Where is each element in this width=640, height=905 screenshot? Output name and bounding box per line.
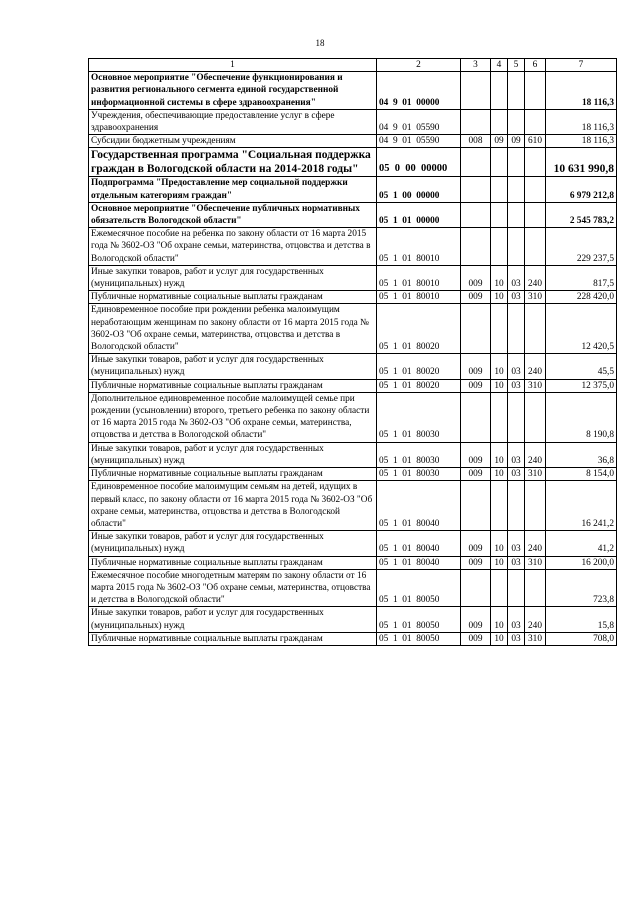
ministry-code-cell: [461, 304, 491, 354]
section-code-cell: 09: [491, 135, 508, 148]
expense-type-cell: [525, 202, 546, 227]
expense-type-cell: [525, 148, 546, 177]
ministry-code-cell: [461, 392, 491, 442]
section-code-cell: 10: [491, 607, 508, 632]
section-code-cell: 10: [491, 531, 508, 556]
subsection-code-cell: [508, 228, 525, 266]
subsection-code-cell: [508, 202, 525, 227]
target-code-cell: 05 1 01 80020: [377, 354, 461, 379]
row-name-cell: Публичные нормативные социальные выплаты гражданам: [89, 556, 377, 569]
expense-type-cell: 240: [525, 265, 546, 290]
subsection-code-cell: 03: [508, 632, 525, 645]
table-row: [89, 148, 617, 177]
expense-type-cell: [525, 72, 546, 110]
amount-cell: 18 116,3: [546, 72, 617, 110]
subsection-code-cell: [508, 148, 525, 177]
column-header: 1: [89, 59, 377, 72]
expense-type-cell: [525, 569, 546, 607]
subsection-code-cell: 09: [508, 135, 525, 148]
target-code-cell: 05 1 01 80040: [377, 556, 461, 569]
ministry-code-cell: 009: [461, 291, 491, 304]
column-header: 4: [491, 59, 508, 72]
target-code-cell: 05 1 01 80020: [377, 304, 461, 354]
target-code-cell: 05 1 01 80050: [377, 607, 461, 632]
amount-cell: 41,2: [546, 531, 617, 556]
section-code-cell: [491, 392, 508, 442]
amount-cell: 18 116,3: [546, 135, 617, 148]
section-code-cell: [491, 304, 508, 354]
section-code-cell: 10: [491, 468, 508, 481]
subsection-code-cell: [508, 392, 525, 442]
section-code-cell: 10: [491, 556, 508, 569]
subsection-code-cell: 03: [508, 468, 525, 481]
expense-type-cell: 310: [525, 291, 546, 304]
ministry-code-cell: 009: [461, 442, 491, 467]
table-row: [89, 135, 617, 148]
amount-cell: 15,8: [546, 607, 617, 632]
row-name-cell: Государственная программа "Социальная поддержка граждан в Вологодской области на 2014-2018 годы": [89, 148, 377, 177]
subsection-code-cell: 03: [508, 265, 525, 290]
amount-cell: 723,8: [546, 569, 617, 607]
row-name-cell: Иные закупки товаров, работ и услуг для государственных (муниципальных) нужд: [89, 531, 377, 556]
ministry-code-cell: [461, 569, 491, 607]
expense-type-cell: [525, 481, 546, 531]
subsection-code-cell: [508, 109, 525, 134]
amount-cell: 8 154,0: [546, 468, 617, 481]
expense-type-cell: 240: [525, 531, 546, 556]
header-row: [89, 59, 617, 72]
table-row: [89, 531, 617, 556]
section-code-cell: [491, 202, 508, 227]
table-row: [89, 442, 617, 467]
table-row: [89, 481, 617, 531]
row-name-cell: Основное мероприятие "Обеспечение функционирования и развития регионального сегмента единой государственной информационной системы в сфере здравоохранения": [89, 72, 377, 110]
subsection-code-cell: [508, 481, 525, 531]
table-row: [89, 109, 617, 134]
table-row: [89, 265, 617, 290]
ministry-code-cell: [461, 481, 491, 531]
section-code-cell: 10: [491, 354, 508, 379]
table-row: [89, 291, 617, 304]
amount-cell: 18 116,3: [546, 109, 617, 134]
target-code-cell: 05 1 01 80010: [377, 228, 461, 266]
subsection-code-cell: 03: [508, 354, 525, 379]
row-name-cell: Публичные нормативные социальные выплаты гражданам: [89, 468, 377, 481]
row-name-cell: Иные закупки товаров, работ и услуг для государственных (муниципальных) нужд: [89, 265, 377, 290]
column-header: 7: [546, 59, 617, 72]
page-number: 18: [315, 38, 325, 48]
amount-cell: 45,5: [546, 354, 617, 379]
ministry-code-cell: [461, 109, 491, 134]
section-code-cell: [491, 228, 508, 266]
expense-type-cell: 240: [525, 354, 546, 379]
ministry-code-cell: 009: [461, 632, 491, 645]
section-code-cell: 10: [491, 632, 508, 645]
subsection-code-cell: 03: [508, 379, 525, 392]
ministry-code-cell: [461, 148, 491, 177]
amount-cell: 12 420,5: [546, 304, 617, 354]
table-row: [89, 72, 617, 110]
target-code-cell: 05 1 01 80030: [377, 392, 461, 442]
table-row: [89, 177, 617, 202]
amount-cell: 6 979 212,8: [546, 177, 617, 202]
section-code-cell: [491, 148, 508, 177]
target-code-cell: 05 1 01 80010: [377, 291, 461, 304]
row-name-cell: Иные закупки товаров, работ и услуг для государственных (муниципальных) нужд: [89, 607, 377, 632]
amount-cell: 708,0: [546, 632, 617, 645]
subsection-code-cell: 03: [508, 607, 525, 632]
section-code-cell: 10: [491, 442, 508, 467]
table-row: [89, 228, 617, 266]
section-code-cell: 10: [491, 379, 508, 392]
row-name-cell: Публичные нормативные социальные выплаты гражданам: [89, 379, 377, 392]
ministry-code-cell: [461, 228, 491, 266]
section-code-cell: [491, 569, 508, 607]
table-row: [89, 607, 617, 632]
amount-cell: 36,8: [546, 442, 617, 467]
subsection-code-cell: 03: [508, 291, 525, 304]
row-name-cell: Дополнительное единовременное пособие малоимущей семье при рождении (усыновлении) второго, третьего ребенка по закону области от 16 марта 2015 года № 3602-ОЗ "Об охране семьи, материнства, отцовства и детства в Вологодской области": [89, 392, 377, 442]
expense-type-cell: [525, 304, 546, 354]
column-header: 3: [461, 59, 491, 72]
ministry-code-cell: [461, 202, 491, 227]
row-name-cell: Иные закупки товаров, работ и услуг для государственных (муниципальных) нужд: [89, 442, 377, 467]
expense-type-cell: 310: [525, 632, 546, 645]
amount-cell: 2 545 783,2: [546, 202, 617, 227]
subsection-code-cell: [508, 569, 525, 607]
row-name-cell: Субсидии бюджетным учреждениям: [89, 135, 377, 148]
table-row: [89, 202, 617, 227]
ministry-code-cell: 009: [461, 468, 491, 481]
table-row: [89, 632, 617, 645]
subsection-code-cell: 03: [508, 442, 525, 467]
row-name-cell: Единовременное пособие малоимущим семьям на детей, идущих в первый класс, по закону области от 16 марта 2015 года № 3602-ОЗ "Об охране семьи, материнства, отцовства и детства в Вологодской области": [89, 481, 377, 531]
amount-cell: 16 241,2: [546, 481, 617, 531]
target-code-cell: 04 9 01 00000: [377, 72, 461, 110]
row-name-cell: Публичные нормативные социальные выплаты гражданам: [89, 291, 377, 304]
row-name-cell: Публичные нормативные социальные выплаты гражданам: [89, 632, 377, 645]
section-code-cell: [491, 481, 508, 531]
amount-cell: 12 375,0: [546, 379, 617, 392]
row-name-cell: Единовременное пособие при рождении ребенка малоимущим неработающим женщинам по закону области от 16 марта 2015 года № 3602-ОЗ "Об охране семьи, материнства, отцовства и детства в Вологодской области": [89, 304, 377, 354]
target-code-cell: 05 1 01 80050: [377, 569, 461, 607]
column-header: 2: [377, 59, 461, 72]
target-code-cell: 05 1 01 80010: [377, 265, 461, 290]
column-header: 5: [508, 59, 525, 72]
table-row: [89, 468, 617, 481]
subsection-code-cell: [508, 72, 525, 110]
ministry-code-cell: 008: [461, 135, 491, 148]
target-code-cell: 05 1 01 80030: [377, 442, 461, 467]
ministry-code-cell: [461, 72, 491, 110]
amount-cell: 8 190,8: [546, 392, 617, 442]
row-name-cell: Учреждения, обеспечивающие предоставление услуг в сфере здравоохранения: [89, 109, 377, 134]
section-code-cell: [491, 177, 508, 202]
target-code-cell: 05 1 01 80020: [377, 379, 461, 392]
target-code-cell: 05 0 00 00000: [377, 148, 461, 177]
expense-type-cell: 310: [525, 379, 546, 392]
row-name-cell: Ежемесячное пособие многодетным матерям по закону области от 16 марта 2015 года № 3602-ОЗ "Об охране семьи, материнства, отцовства и детства в Вологодской области": [89, 569, 377, 607]
table-row: [89, 354, 617, 379]
target-code-cell: 05 1 01 80050: [377, 632, 461, 645]
section-code-cell: [491, 72, 508, 110]
table-row: [89, 304, 617, 354]
subsection-code-cell: 03: [508, 531, 525, 556]
subsection-code-cell: [508, 304, 525, 354]
amount-cell: 229 237,5: [546, 228, 617, 266]
expense-type-cell: 240: [525, 607, 546, 632]
section-code-cell: 10: [491, 265, 508, 290]
row-name-cell: Подпрограмма "Предоставление мер социальной поддержки отдельным категориям граждан": [89, 177, 377, 202]
ministry-code-cell: 009: [461, 556, 491, 569]
section-code-cell: 10: [491, 291, 508, 304]
amount-cell: 228 420,0: [546, 291, 617, 304]
amount-cell: 16 200,0: [546, 556, 617, 569]
target-code-cell: 04 9 01 05590: [377, 109, 461, 134]
subsection-code-cell: 03: [508, 556, 525, 569]
ministry-code-cell: 009: [461, 354, 491, 379]
table-row: [89, 379, 617, 392]
target-code-cell: 05 1 00 00000: [377, 177, 461, 202]
target-code-cell: 05 1 01 80040: [377, 531, 461, 556]
expense-type-cell: 610: [525, 135, 546, 148]
expense-type-cell: 310: [525, 468, 546, 481]
expense-type-cell: 240: [525, 442, 546, 467]
subsection-code-cell: [508, 177, 525, 202]
expense-type-cell: [525, 392, 546, 442]
section-code-cell: [491, 109, 508, 134]
expense-type-cell: [525, 109, 546, 134]
row-name-cell: Основное мероприятие "Обеспечение публичных нормативных обязательств Вологодской области": [89, 202, 377, 227]
ministry-code-cell: [461, 177, 491, 202]
target-code-cell: 05 1 01 00000: [377, 202, 461, 227]
table-row: [89, 569, 617, 607]
ministry-code-cell: 009: [461, 607, 491, 632]
expense-type-cell: 310: [525, 556, 546, 569]
row-name-cell: Ежемесячное пособие на ребенка по закону области от 16 марта 2015 года № 3602-ОЗ "Об охране семьи, материнства, отцовства и детства в Вологодской области": [89, 228, 377, 266]
target-code-cell: 05 1 01 80040: [377, 481, 461, 531]
expense-type-cell: [525, 177, 546, 202]
target-code-cell: 04 9 01 05590: [377, 135, 461, 148]
amount-cell: 10 631 990,8: [546, 148, 617, 177]
ministry-code-cell: 009: [461, 531, 491, 556]
budget-table: [88, 58, 617, 646]
expense-type-cell: [525, 228, 546, 266]
ministry-code-cell: 009: [461, 379, 491, 392]
ministry-code-cell: 009: [461, 265, 491, 290]
table-row: [89, 392, 617, 442]
column-header: 6: [525, 59, 546, 72]
amount-cell: 817,5: [546, 265, 617, 290]
row-name-cell: Иные закупки товаров, работ и услуг для государственных (муниципальных) нужд: [89, 354, 377, 379]
target-code-cell: 05 1 01 80030: [377, 468, 461, 481]
table-row: [89, 556, 617, 569]
